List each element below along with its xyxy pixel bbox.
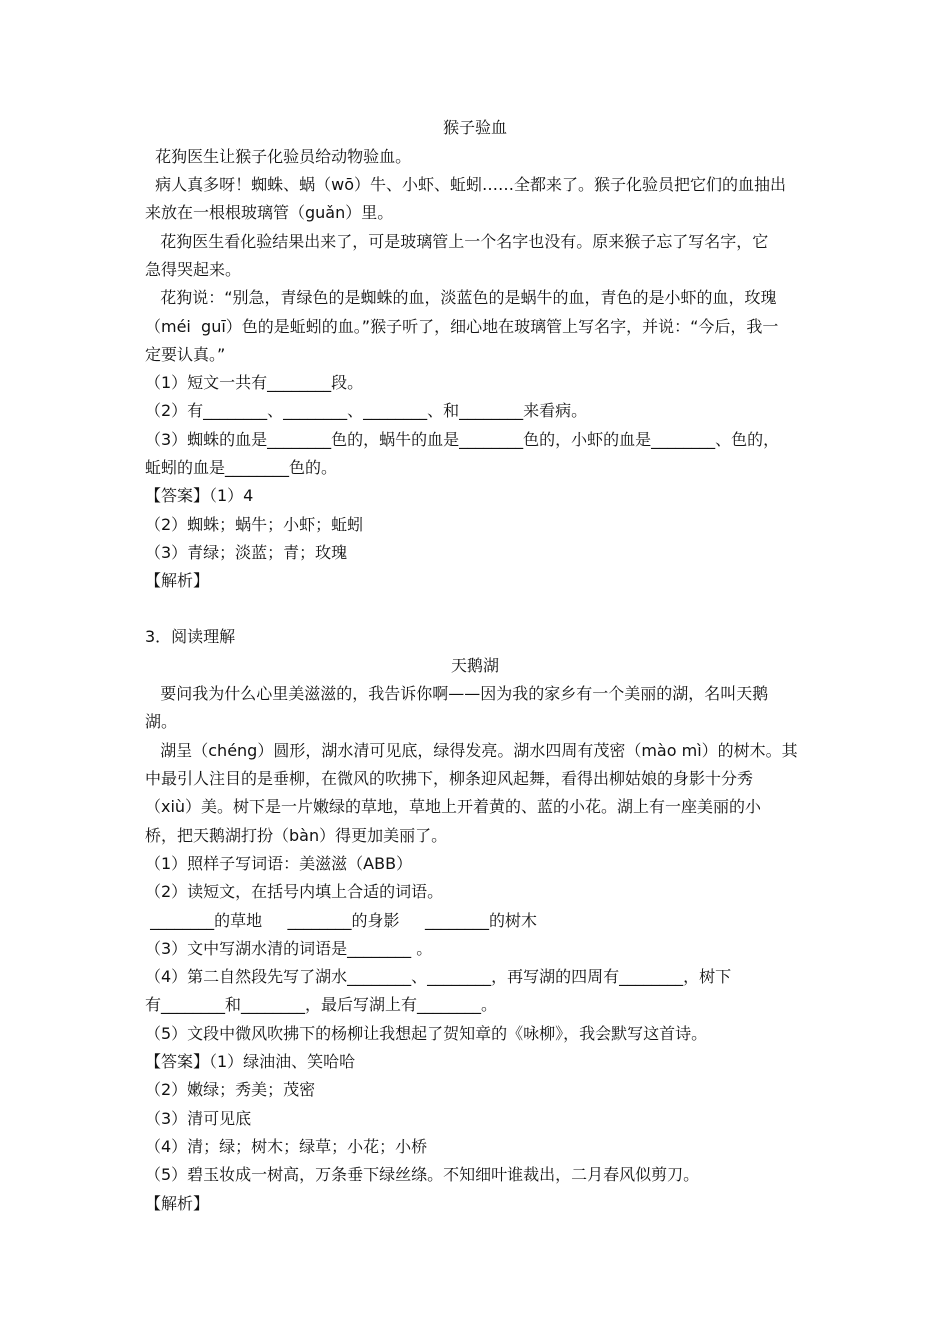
answer-line: （3）青绿；淡蓝；青；玫瑰 [145, 543, 348, 562]
answer-line: （4）清；绿；树木；绿草；小花；小桥 [145, 1137, 428, 1156]
answer-line: （2）蜘蛛；蜗牛；小虾；蚯蚓 [145, 515, 364, 534]
answer-line: 【答案】（1）绿油油、笑哈哈 [145, 1052, 356, 1071]
question-line: （1）短文一共有________段。 [145, 373, 364, 392]
analysis-label: 【解析】 [145, 571, 210, 590]
answer-line: 【答案】（1）4 [145, 486, 254, 505]
paragraph-line: 湖。 [145, 712, 178, 731]
answer-line: （2）嫩绿；秀美；茂密 [145, 1080, 316, 1099]
paragraph-line: 急得哭起来。 [145, 260, 242, 279]
paragraph-line: （xiù）美。树下是一片嫩绿的草地，草地上开着黄的、蓝的小花。湖上有一座美丽的小 [145, 797, 762, 816]
paragraph-line: 花狗医生看化验结果出来了，可是玻璃管上一个名字也没有。原来猴子忘了写名字，它 [145, 232, 769, 251]
question-line: （3）蜘蛛的血是________色的，蜗牛的血是________色的，小虾的血是________、色的， [145, 430, 780, 449]
question-line: 蚯蚓的血是________色的。 [145, 458, 338, 477]
paragraph-line: （méi guī）色的是蚯蚓的血。”猴子听了，细心地在玻璃管上写名字，并说：“今后，我一 [145, 317, 779, 336]
story-title-swan-lake: 天鹅湖 [450, 656, 499, 675]
story-title-monkey: 猴子验血 [442, 118, 507, 137]
question-line: （5）文段中微风吹拂下的杨柳让我想起了贺知章的《咏柳》，我会默写这首诗。 [145, 1024, 708, 1043]
paragraph-line: 定要认真。” [145, 345, 226, 364]
paragraph-line: 病人真多呀！蜘蛛、蜗（wō）牛、小虾、蚯蚓……全都来了。猴子化验员把它们的血抽出 [145, 175, 787, 194]
answer-line: （5）碧玉妆成一树高，万条垂下绿丝绦。不知细叶谁裁出，二月春风似剪刀。 [145, 1165, 700, 1184]
paragraph-line: 来放在一根根玻璃管（guǎn）里。 [145, 203, 394, 222]
answer-line: （3）清可见底 [145, 1109, 252, 1128]
paragraph-line: 花狗医生让猴子化验员给动物验血。 [145, 147, 412, 166]
question-line: （4）第二自然段先写了湖水________、________，再写湖的四周有________，树下 [145, 967, 732, 986]
question-line: （2）有________、________、________、和________来看病。 [145, 401, 588, 420]
paragraph-line: 要问我为什么心里美滋滋的，我告诉你啊——因为我的家乡有一个美丽的湖，名叫天鹅 [145, 684, 769, 703]
analysis-label: 【解析】 [145, 1194, 210, 1213]
question-line: 有________和________，最后写湖上有________。 [145, 995, 498, 1014]
question-line: ________的草地 ________的身影 ________的树木 [145, 911, 537, 930]
paragraph-line: 中最引人注目的是垂柳，在微风的吹拂下，柳条迎风起舞，看得出柳姑娘的身影十分秀 [145, 769, 754, 788]
question-number-heading: 3．阅读理解 [145, 627, 236, 646]
question-line: （3）文中写湖水清的词语是________ 。 [145, 939, 433, 958]
paragraph-line: 花狗说：“别急，青绿色的是蜘蛛的血，淡蓝色的是蜗牛的血，青色的是小虾的血，玫瑰 [145, 288, 777, 307]
question-line: （1）照样子写词语：美滋滋（ABB） [145, 854, 413, 873]
paragraph-line: 湖呈（chéng）圆形，湖水清可见底，绿得发亮。湖水四周有茂密（mào mì）的树木。其 [145, 741, 798, 760]
question-line: （2）读短文，在括号内填上合适的词语。 [145, 882, 444, 901]
paragraph-line: 桥，把天鹅湖打扮（bàn）得更加美丽了。 [145, 826, 448, 845]
